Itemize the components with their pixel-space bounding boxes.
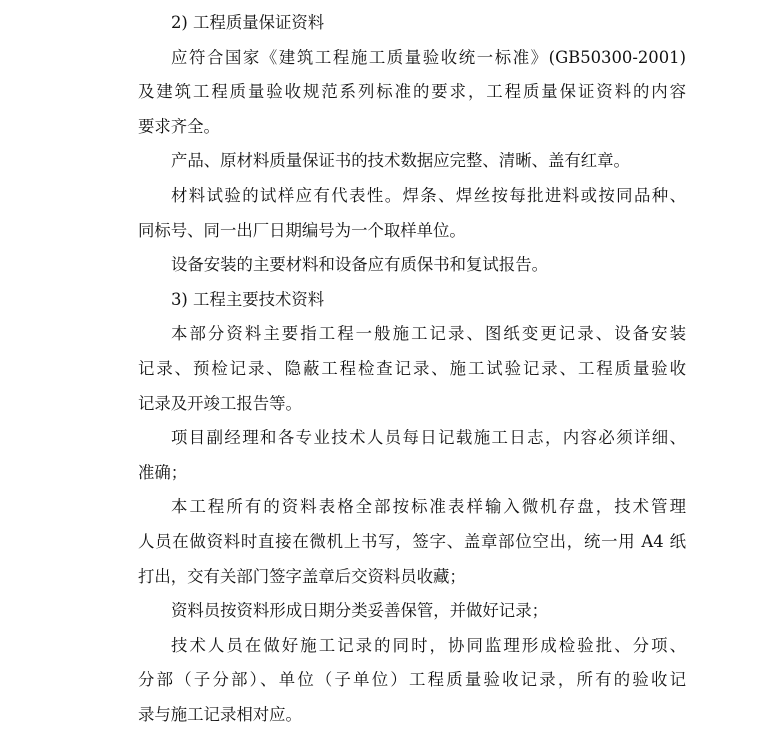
paragraph-line: 技术人员在做好施工记录的同时，协同监理形成检验批、分项、	[171, 635, 686, 655]
paragraph-line: 分部（子分部）、单位（子单位）工程质量验收记录，所有的验收记	[138, 670, 686, 690]
paragraph-line: 准确；	[138, 462, 188, 482]
paragraph-line: 本部分资料主要指工程一般施工记录、图纸变更记录、设备安装	[171, 324, 686, 344]
paragraph-line: 设备安装的主要材料和设备应有质保书和复试报告。	[171, 255, 548, 275]
paragraph-line: 录与施工记录相对应。	[138, 704, 302, 724]
paragraph-line: 产品、原材料质量保证书的技术数据应完整、清晰、盖有红章。	[171, 151, 630, 171]
paragraph-line: 项目副经理和各专业技术人员每日记载施工日志，内容必须详细、	[171, 428, 686, 448]
document-body	[138, 6, 686, 732]
paragraph-line: 资料员按资料形成日期分类妥善保管，并做好记录；	[171, 601, 548, 621]
paragraph-line: 及建筑工程质量验收规范系列标准的要求，工程质量保证资料的内容	[138, 82, 686, 102]
section-heading-technical-data: 3) 工程主要技术资料	[171, 289, 325, 309]
paragraph-line: 记录、预检记录、隐蔽工程检查记录、施工试验记录、工程质量验收	[138, 358, 686, 378]
section-heading-quality-assurance: 2) 工程质量保证资料	[171, 13, 325, 32]
paragraph-line: 材料试验的试样应有代表性。焊条、焊丝按每批进料或按同品种、	[171, 185, 686, 205]
paragraph-line: 同标号、同一出厂日期编号为一个取样单位。	[138, 220, 466, 240]
paragraph-line: 人员在做资料时直接在微机上书写，签字、盖章部位空出，统一用 A4 纸	[138, 531, 686, 551]
paragraph-line: 记录及开竣工报告等。	[138, 393, 302, 413]
paragraph-line: 本工程所有的资料表格全部按标准表样输入微机存盘，技术管理	[171, 497, 686, 517]
paragraph-line: 要求齐全。	[138, 116, 220, 136]
paragraph-line: 应符合国家《建筑工程施工质量验收统一标准》(GB50300-2001)	[171, 47, 686, 67]
paragraph-line: 打出，交有关部门签字盖章后交资料员收藏；	[138, 566, 466, 586]
